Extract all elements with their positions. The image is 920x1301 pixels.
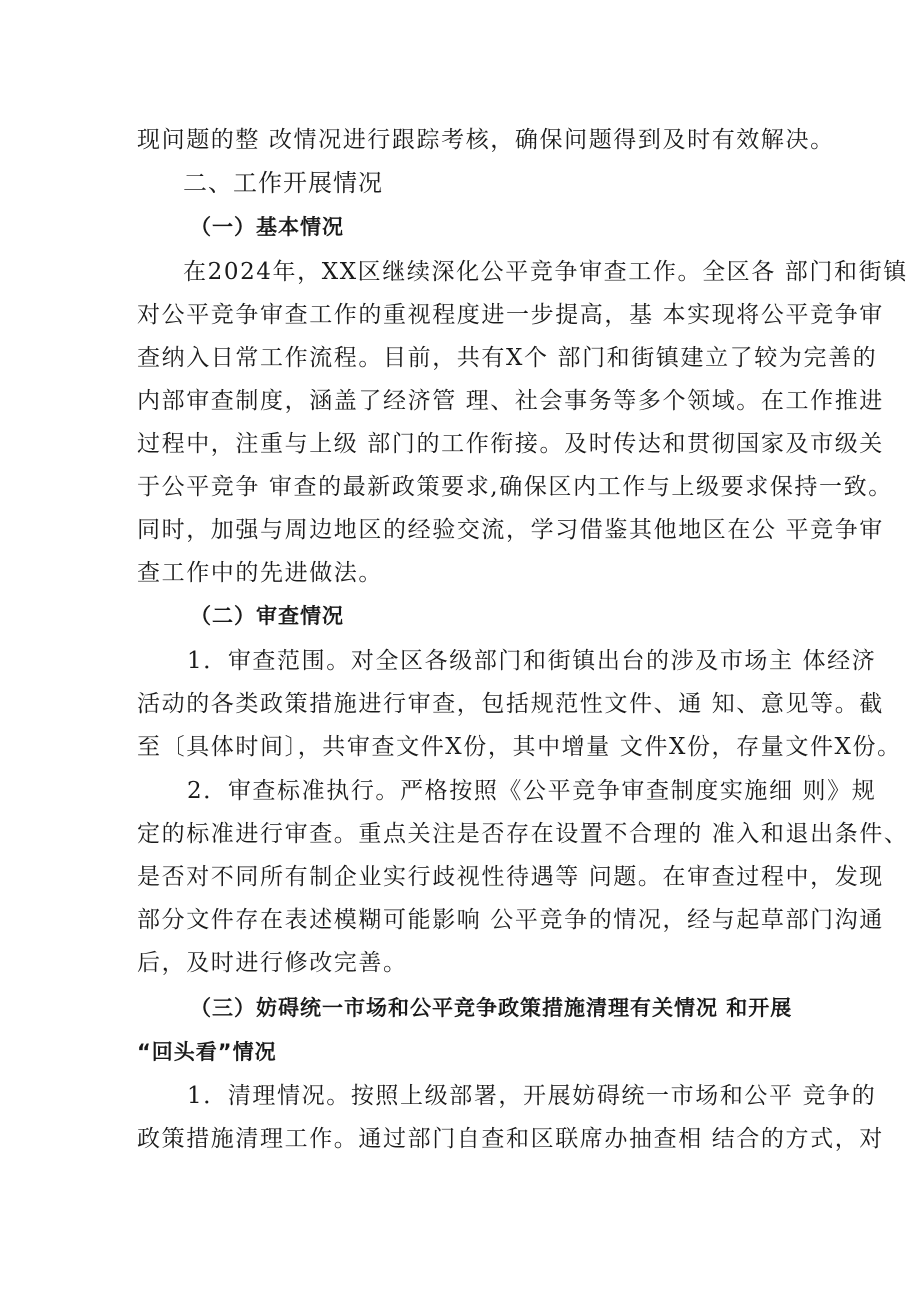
subsection-heading-continued: “回头看”情况: [137, 1040, 277, 1064]
paragraph-line: 至〔具体时间〕，共审查文件X份，其中增量 文件X份，存量文件X份。: [137, 734, 902, 760]
paragraph-line: 在2024年，XX区继续深化公平竞争审查工作。全区各 部门和街镇: [183, 259, 908, 285]
paragraph-line: 是否对不同所有制企业实行歧视性待遇等 问题。在审查过程中，发现: [137, 864, 884, 890]
paragraph-line: 内部审查制度，涵盖了经济管 理、社会事务等多个领域。在工作推进: [137, 388, 884, 414]
paragraph-line: 过程中，注重与上级 部门的工作衔接。及时传达和贯彻国家及市级关: [137, 431, 884, 457]
paragraph-line: 1．审查范围。对全区各级部门和街镇出台的涉及市场主 体经济: [187, 648, 877, 674]
paragraph-line: 现问题的整 改情况进行跟踪考核，确保问题得到及时有效解决。: [137, 127, 835, 153]
paragraph-line: 2．审查标准执行。严格按照《公平竞争审查制度实施细 则》规: [187, 778, 877, 804]
paragraph-line: 查纳入日常工作流程。目前，共有X个 部门和街镇建立了较为完善的: [137, 345, 878, 371]
paragraph-line: 1．清理情况。按照上级部署，开展妨碍统一市场和公平 竞争的: [187, 1083, 877, 1109]
paragraph-line: 对公平竞争审查工作的重视程度进一步提高，基 本实现将公平竞争审: [137, 302, 884, 328]
subsection-heading: （三）妨碍统一市场和公平竞争政策措施清理有关情况 和开展: [190, 996, 793, 1020]
paragraph-line: 活动的各类政策措施进行审查，包括规范性文件、通 知、意见等。截: [137, 691, 884, 717]
paragraph-line: 后，及时进行修改完善。: [137, 950, 408, 976]
paragraph-line: 定的标准进行审查。重点关注是否存在设置不合理的 准入和退出条件、: [137, 821, 909, 847]
subsection-heading: （一）基本情况: [190, 215, 344, 239]
paragraph-line: 政策措施清理工作。通过部门自查和区联席办抽查相 结合的方式，对: [137, 1126, 884, 1152]
section-heading: 二、工作开展情况: [183, 169, 383, 197]
paragraph-line: 于公平竞争 审查的最新政策要求,确保区内工作与上级要求保持一致。: [137, 474, 893, 500]
paragraph-line: 查工作中的先进做法。: [137, 560, 383, 586]
paragraph-line: 部分文件存在表述模糊可能影响 公平竞争的情况，经与起草部门沟通: [137, 907, 884, 933]
paragraph-line: 同时，加强与周边地区的经验交流，学习借鉴其他地区在公 平竞争审: [137, 517, 884, 543]
subsection-heading: （二）审查情况: [190, 604, 344, 628]
